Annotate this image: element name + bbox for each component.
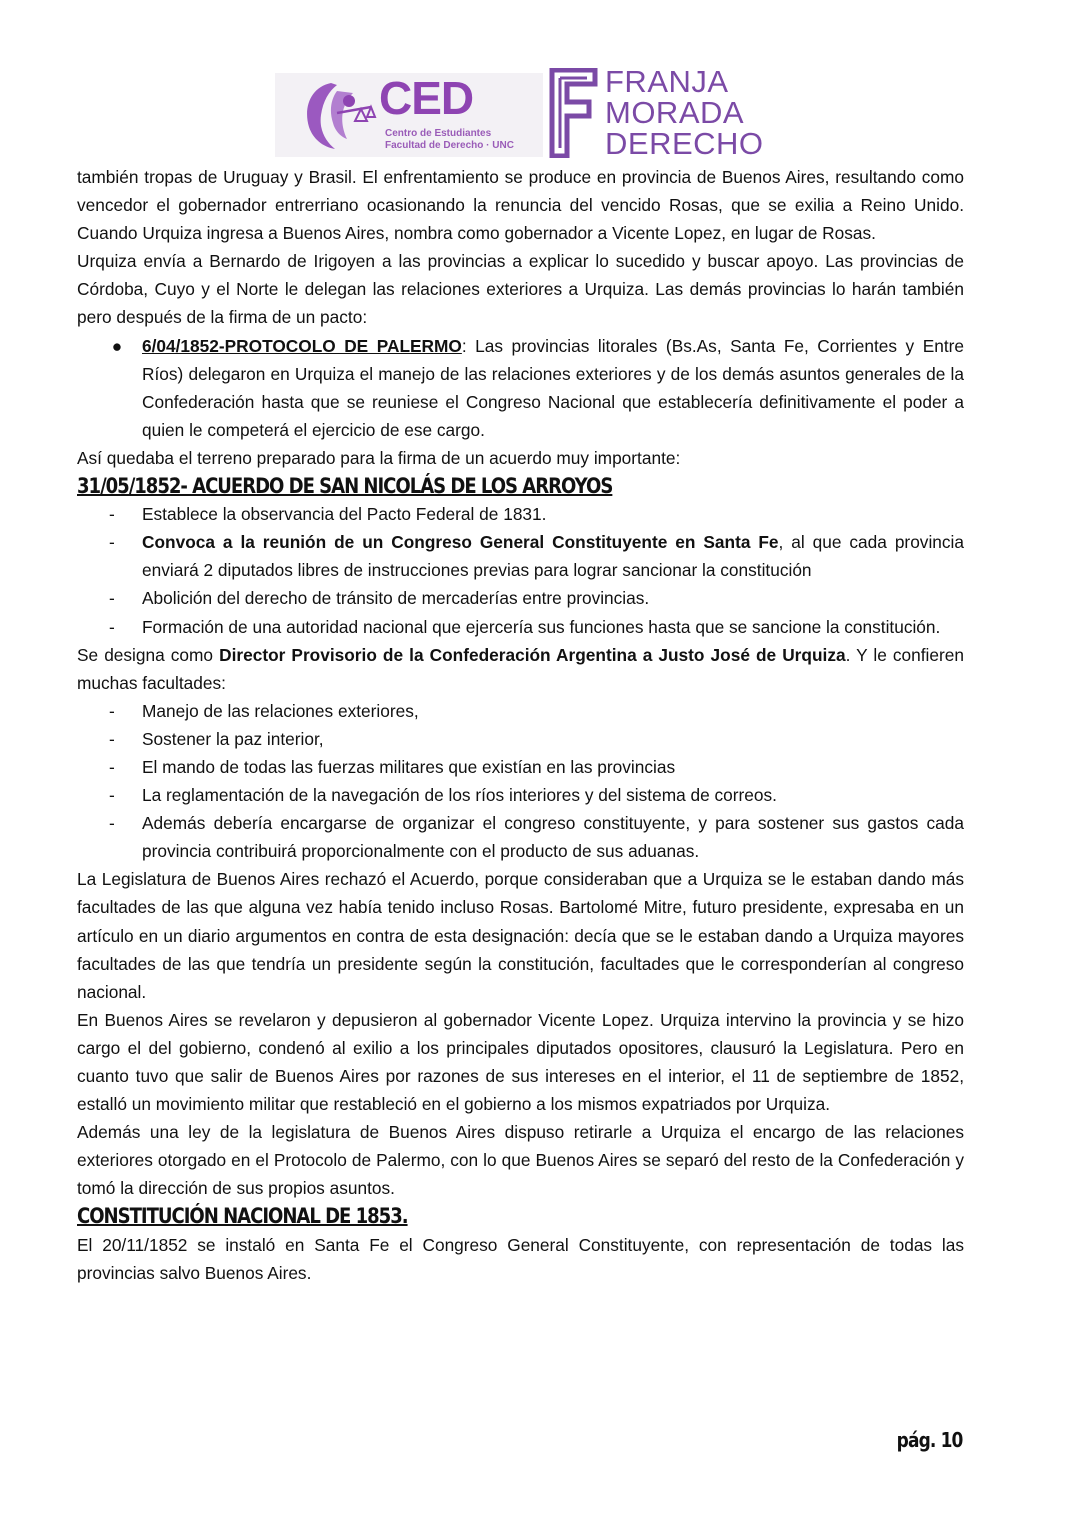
ced-logo-line-2: Facultad de Derecho · UNC (385, 140, 514, 151)
facultad-text: Además debería encargarse de organizar el congreso constituyente, y para sostener sus gastos cada provincia contribuirá proporcionalmente con el producto de sus aduanas. (142, 813, 964, 862)
list-item (77, 725, 964, 753)
bullet-mark: ● (111, 335, 123, 356)
dash-mark: - (109, 785, 115, 806)
list-item (77, 697, 964, 725)
dash-mark: - (109, 756, 115, 777)
acuerdo-list (77, 500, 964, 640)
dash-mark: - (109, 532, 115, 553)
franja-logo-line-2: MORADA (605, 95, 745, 130)
list-item (77, 500, 964, 528)
designa-post: . Y le confieren muchas facultades: (77, 644, 964, 693)
page-number: pág. 10 (897, 1428, 963, 1452)
ley-paragraph: Además una ley de la legislatura de Buenos Aires dispuso retirarle a Urquiza el encargo de las relaciones exteriores otorgado en el Protocolo de Palermo, con lo que Buenos Aires se separó del resto de la Confederación y tomó la dirección de sus propios asuntos. (77, 1122, 964, 1199)
dash-mark: - (109, 504, 115, 525)
acuerdo-item-bold: Convoca a la reunión de un Congreso General Constituyente en Santa Fe (142, 532, 779, 553)
header-logos (275, 64, 775, 161)
facultad-text: Sostener la paz interior, (142, 728, 324, 749)
list-item (77, 528, 964, 584)
designa-bold: Director Provisorio de la Confederación Argentina a Justo José de Urquiza (219, 644, 846, 665)
ced-logo (275, 73, 543, 157)
acuerdo-item-text: Establece la observancia del Pacto Federal de 1831. (142, 504, 547, 525)
franja-logo-line-1: FRANJA (605, 64, 729, 99)
list-item (77, 781, 964, 809)
dash-mark: - (109, 813, 115, 834)
legislatura-paragraph: La Legislatura de Buenos Aires rechazó el Acuerdo, porque consideraban que a Urquiza se le estaban dando más facultades de las que alguna vez había tenido incluso Rosas. Bartolomé Mitre, futuro presidente, expresaba en un artículo en un diario argumentos en contra de esta designación: decía que se le estaban dando a Urquiza mayores facultades de las que tendría un presidente según la constitución, facultades que le corresponderían al congreso nacional. (77, 869, 964, 1002)
facultad-text: Manejo de las relaciones exteriores, (142, 700, 419, 721)
facultad-text: La reglamentación de la navegación de los ríos interiores y del sistema de correos. (142, 785, 777, 806)
franja-morada-logo (547, 64, 777, 161)
ced-logo-title: CED (379, 72, 474, 124)
list-item (77, 584, 964, 612)
franja-f-mark-icon (549, 68, 599, 158)
protocolo-bullet-list (77, 332, 964, 444)
section-heading-acuerdo: 31/05/1852- ACUERDO DE SAN NICOLÁS DE LOS ARROYOS (77, 474, 613, 499)
list-item (77, 613, 964, 641)
dash-mark: - (109, 588, 115, 609)
intro-paragraph-1: también tropas de Uruguay y Brasil. El enfrentamiento se produce en provincia de Buenos Aires, resultando como vencedor el gobernador entrerriano ocasionando la renuncia del vencido Rosas, que se exilia a Reino Unido. Cuando Urquiza ingresa a Buenos Aires, nombra como gobernador a Vicente Lopez, en lugar de Rosas. (77, 167, 964, 244)
ced-logo-line-1: Centro de Estudiantes (385, 128, 492, 139)
protocolo-text: : Las provincias litorales (Bs.As, Santa Fe, Corrientes y Entre Ríos) delegaron en Urquiza el manejo de las relaciones exteriores y de los demás asuntos generales de la Confederación hasta que se reuniese el Congreso Nacional que establecería definitivamente el poder a quien le competerá el ejercicio de ese cargo. (142, 335, 964, 440)
acuerdo-item-text: Formación de una autoridad nacional que ejercería sus funciones hasta que se sancione la constitución. (142, 616, 941, 637)
list-item (77, 332, 964, 444)
list-item (77, 753, 964, 781)
document-body (77, 163, 964, 1287)
dash-mark: - (109, 616, 115, 637)
dash-mark: - (109, 700, 115, 721)
protocolo-title: 6/04/1852-PROTOCOLO DE PALERMO (142, 335, 462, 356)
facultad-text: El mando de todas las fuerzas militares que existían en las provincias (142, 756, 676, 777)
intro-paragraph-3: Así quedaba el terreno preparado para la firma de un acuerdo muy importante: (77, 447, 681, 468)
revelaron-paragraph: En Buenos Aires se revelaron y depusieron al gobernador Vicente Lopez. Urquiza intervino la provincia y se hizo cargo el del gobierno, condenó al exilio a los principales diputados opositores, clausuró la Legislatura. Pero en cuanto tuvo que salir de Buenos Aires por razones de sus intereses en el interior, el 11 de septiembre de 1852, estalló un movimiento militar que restableció en el gobierno a los mismos expatriados por Urquiza. (77, 1009, 964, 1115)
acuerdo-item-text: , al que cada provincia enviará 2 diputados libres de instrucciones previas para lograr sancionar la constitución (142, 532, 964, 581)
acuerdo-item-text: Abolición del derecho de tránsito de mercaderías entre provincias. (142, 588, 650, 609)
dash-mark: - (109, 728, 115, 749)
justice-emblem-icon (297, 77, 377, 153)
list-item (77, 809, 964, 865)
designa-pre: Se designa como (77, 644, 220, 665)
franja-logo-line-3: DERECHO (605, 126, 764, 161)
facultades-list (77, 697, 964, 866)
designa-paragraph (77, 641, 964, 697)
constitucion-paragraph: El 20/11/1852 se instaló en Santa Fe el Congreso General Constituyente, con representación de todas las provincias salvo Buenos Aires. (77, 1234, 964, 1283)
intro-paragraph-2: Urquiza envía a Bernardo de Irigoyen a las provincias a explicar lo sucedido y buscar apoyo. Las provincias de Córdoba, Cuyo y el Norte le delegan las relaciones exteriores a Urquiza. Las demás provincias lo harán también pero después de la firma de un pacto: (77, 251, 964, 328)
section-heading-constitucion: CONSTITUCIÓN NACIONAL DE 1853. (77, 1204, 408, 1229)
